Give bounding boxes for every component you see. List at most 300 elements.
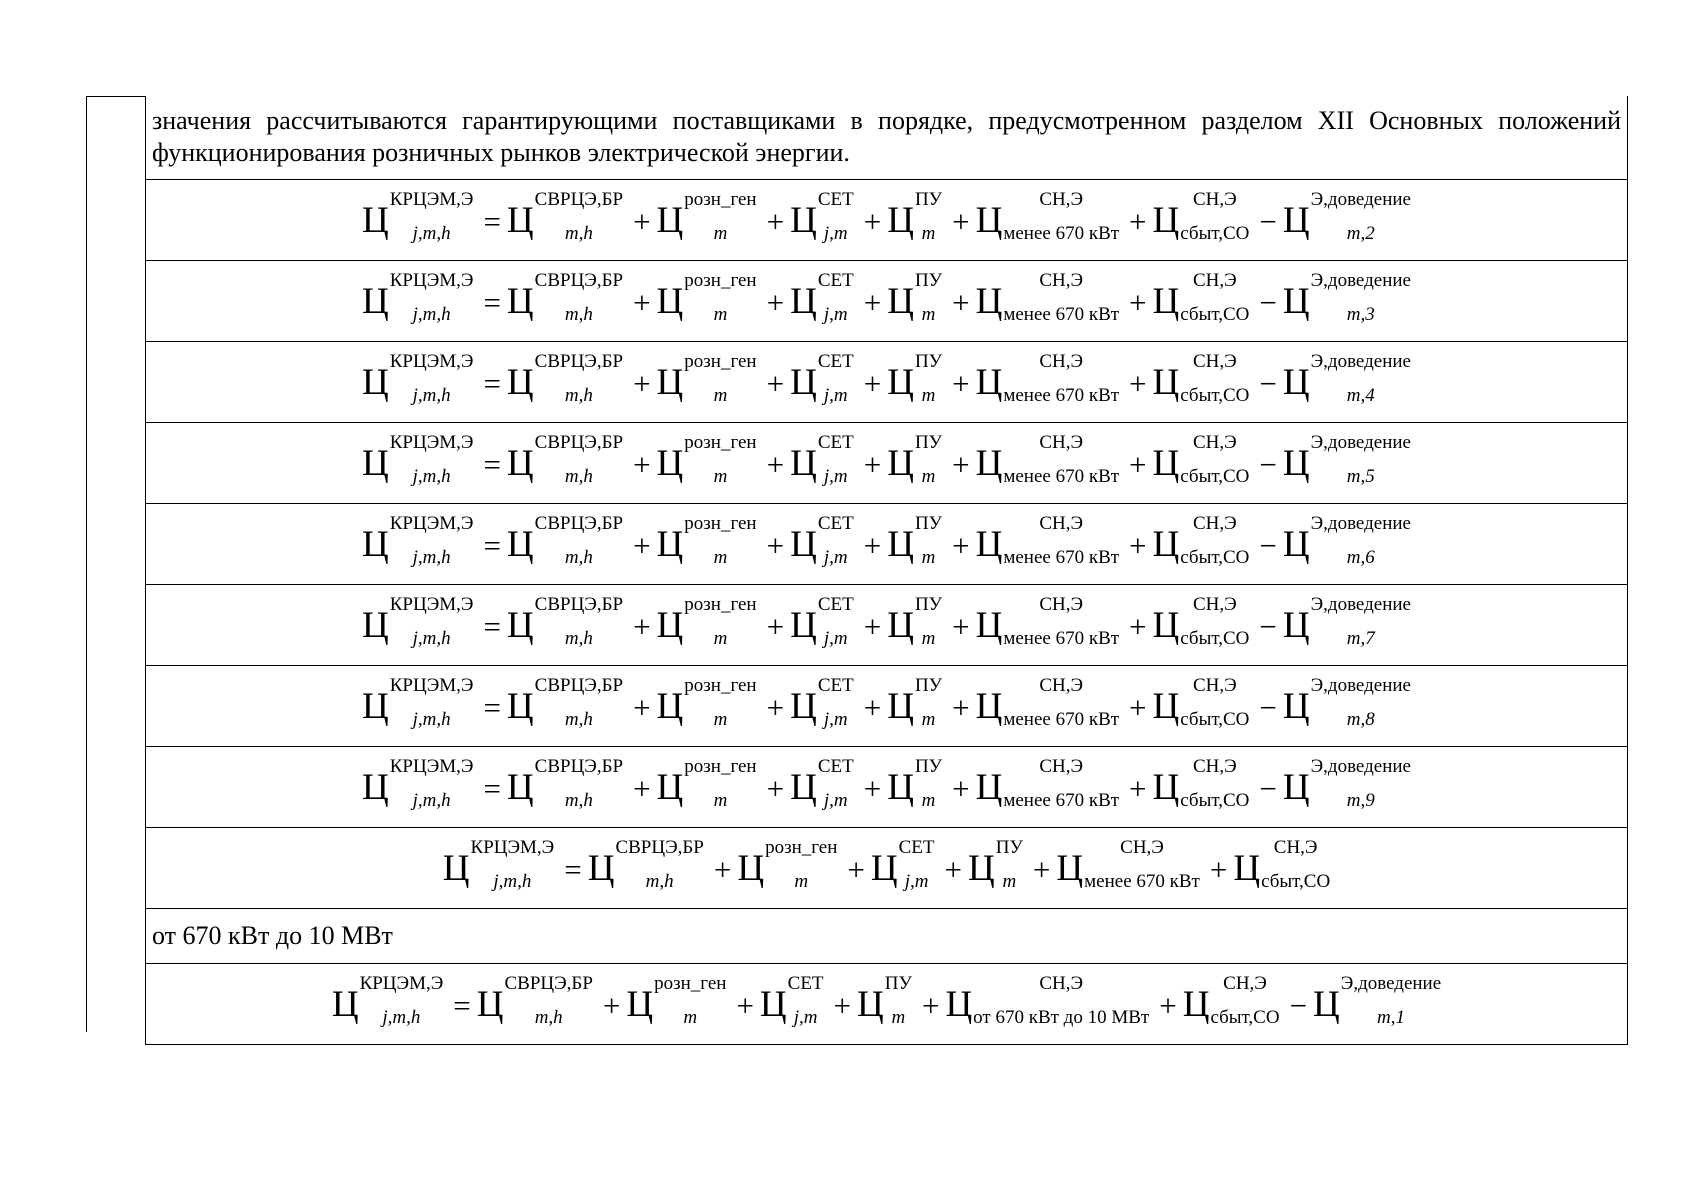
term-svrce — [506, 432, 624, 487]
subscript: m — [713, 628, 728, 649]
term-svrce — [506, 351, 624, 406]
price-symbol: Ц — [790, 280, 817, 322]
subscript: j,m — [823, 547, 848, 568]
subscript: j,m,h — [493, 871, 532, 892]
subscript: m — [921, 385, 936, 406]
superscript: СЕТ — [817, 594, 854, 615]
term-rozn-gen — [656, 270, 757, 325]
price-symbol: Ц — [1282, 766, 1310, 808]
price-symbol: Ц — [506, 361, 534, 403]
formula-cell — [146, 504, 1628, 585]
superscript: СН,Э — [1273, 837, 1318, 858]
price-symbol: Ц — [362, 685, 389, 727]
table-row — [146, 585, 1628, 666]
price-formula — [331, 973, 1442, 1028]
subscript: m,4 — [1346, 385, 1375, 406]
price-formula — [362, 189, 1411, 244]
operator: = — [453, 987, 471, 1023]
operator: − — [1259, 203, 1277, 239]
term-sn-sbyt — [1233, 837, 1331, 892]
operator: + — [833, 987, 852, 1023]
superscript: КРЦЭМ,Э — [359, 973, 444, 994]
superscript: СН,Э — [1192, 270, 1237, 291]
subscript: менее 670 кВт — [1003, 547, 1120, 568]
term-pu — [887, 756, 943, 811]
price-symbol: Ц — [506, 523, 534, 565]
price-symbol: Ц — [887, 442, 914, 484]
term-sn-sbyt — [1182, 973, 1280, 1028]
price-symbol: Ц — [656, 685, 684, 727]
price-symbol: Ц — [968, 847, 995, 889]
superscript: СН,Э — [1039, 973, 1084, 994]
superscript: СВРЦЭ,БР — [615, 837, 704, 858]
subscript: j,m — [823, 709, 848, 730]
price-symbol: Ц — [887, 604, 914, 646]
subscript: j,m — [823, 790, 848, 811]
operator: = — [564, 851, 582, 887]
term-rozn-gen — [656, 675, 757, 730]
operator: = — [483, 365, 501, 401]
operator: + — [847, 851, 865, 887]
price-symbol: Ц — [1282, 199, 1310, 241]
superscript: Э,доведение — [1310, 432, 1411, 453]
operator: + — [713, 851, 732, 887]
price-symbol: Ц — [362, 766, 389, 808]
price-symbol: Ц — [857, 983, 884, 1025]
subscript: m — [921, 223, 936, 244]
superscript: Э,доведение — [1310, 756, 1411, 777]
term-set — [790, 756, 854, 811]
operator: = — [483, 527, 501, 563]
price-symbol: Ц — [887, 280, 914, 322]
superscript: КРЦЭМ,Э — [389, 189, 474, 210]
term-sn-sbyt — [1152, 351, 1250, 406]
superscript: СЕТ — [817, 513, 854, 534]
subscript: m,2 — [1346, 223, 1375, 244]
term-dovedenie — [1282, 432, 1411, 487]
price-symbol: Ц — [887, 199, 914, 241]
term-dovedenie — [1282, 675, 1411, 730]
term-rozn-gen — [656, 756, 757, 811]
price-symbol: Ц — [975, 442, 1003, 484]
superscript: СЕТ — [817, 351, 854, 372]
term-pu — [887, 189, 943, 244]
subscript: m,5 — [1346, 466, 1375, 487]
term-svrce — [587, 837, 704, 892]
operator: + — [952, 365, 970, 401]
superscript: СВРЦЭ,БР — [534, 270, 624, 291]
subscript: m,h — [564, 628, 593, 649]
superscript: Э,доведение — [1310, 594, 1411, 615]
subscript: j,m — [823, 628, 848, 649]
subscript: m,9 — [1346, 790, 1375, 811]
price-symbol: Ц — [790, 442, 817, 484]
superscript: розн_ген — [765, 837, 838, 858]
price-symbol: Ц — [331, 983, 359, 1025]
superscript: СН,Э — [1039, 189, 1084, 210]
subscript: сбыт,СО — [1180, 304, 1250, 325]
price-symbol: Ц — [790, 685, 817, 727]
superscript: СВРЦЭ,БР — [534, 756, 624, 777]
superscript: Э,доведение — [1340, 973, 1442, 994]
term-rozn-gen — [656, 351, 757, 406]
superscript: розн_ген — [684, 270, 757, 291]
superscript: ПУ — [914, 594, 943, 615]
price-symbol: Ц — [887, 361, 914, 403]
operator: + — [1032, 851, 1051, 887]
superscript: СЕТ — [898, 837, 935, 858]
price-formula — [362, 270, 1411, 325]
subscript: менее 670 кВт — [1003, 223, 1120, 244]
term-dovedenie — [1313, 973, 1442, 1028]
subscript: j,m,h — [412, 790, 451, 811]
term-dovedenie — [1282, 594, 1411, 649]
price-symbol: Ц — [442, 847, 470, 889]
term-sn-capacity — [975, 594, 1120, 649]
subscript: j,m — [823, 223, 848, 244]
subscript: m,h — [564, 709, 593, 730]
operator: + — [863, 446, 882, 482]
subscript: m,h — [564, 223, 593, 244]
term-svrce — [476, 973, 593, 1028]
subscript: j,m — [793, 1007, 818, 1028]
term-krcem — [362, 594, 474, 649]
term-sn-sbyt — [1152, 675, 1250, 730]
term-set — [790, 513, 854, 568]
price-symbol: Ц — [1182, 983, 1210, 1025]
superscript: СВРЦЭ,БР — [534, 594, 624, 615]
operator: + — [602, 987, 621, 1023]
superscript: СВРЦЭ,БР — [534, 189, 624, 210]
operator: + — [863, 527, 882, 563]
subscript: j,m — [823, 385, 848, 406]
term-pu — [887, 513, 943, 568]
subscript: менее 670 кВт — [1003, 628, 1120, 649]
operator: + — [736, 987, 754, 1023]
price-symbol: Ц — [626, 983, 654, 1025]
term-set — [759, 973, 824, 1028]
price-symbol: Ц — [362, 199, 389, 241]
operator: + — [952, 770, 970, 806]
price-symbol: Ц — [1233, 847, 1261, 889]
term-sn-sbyt — [1152, 513, 1250, 568]
term-svrce — [506, 756, 624, 811]
superscript: СН,Э — [1039, 513, 1084, 534]
term-rozn-gen — [626, 973, 727, 1028]
operator: + — [633, 770, 651, 806]
subscript: сбыт,СО — [1180, 466, 1250, 487]
operator: + — [952, 608, 970, 644]
subscript: m,h — [564, 466, 593, 487]
price-symbol: Ц — [656, 766, 684, 808]
price-symbol: Ц — [975, 685, 1003, 727]
term-dovedenie — [1282, 270, 1411, 325]
price-symbol: Ц — [945, 983, 973, 1025]
price-symbol: Ц — [737, 847, 765, 889]
superscript: Э,доведение — [1310, 189, 1411, 210]
subscript: m — [713, 790, 728, 811]
formula-cell — [146, 423, 1628, 504]
operator: + — [633, 284, 651, 320]
operator: − — [1259, 689, 1277, 725]
superscript: розн_ген — [654, 973, 727, 994]
term-set — [790, 351, 854, 406]
term-sn-capacity — [975, 513, 1120, 568]
section-header: от 670 кВт до 10 МВт — [146, 909, 1628, 964]
price-formula — [442, 837, 1331, 892]
subscript: m,h — [564, 385, 593, 406]
superscript: СН,Э — [1192, 189, 1237, 210]
subscript: m — [1002, 871, 1017, 892]
operator: + — [633, 527, 651, 563]
superscript: розн_ген — [684, 675, 757, 696]
price-symbol: Ц — [362, 280, 389, 322]
superscript: СЕТ — [787, 973, 824, 994]
table-row — [146, 666, 1628, 747]
superscript: розн_ген — [684, 432, 757, 453]
superscript: ПУ — [914, 513, 943, 534]
term-dovedenie — [1282, 351, 1411, 406]
price-symbol: Ц — [870, 847, 898, 889]
superscript: Э,доведение — [1310, 270, 1411, 291]
term-pu — [887, 675, 943, 730]
operator: + — [1209, 851, 1228, 887]
formula-table — [145, 96, 1628, 1045]
subscript: m — [713, 466, 728, 487]
term-set — [790, 270, 854, 325]
subscript: m — [713, 304, 728, 325]
term-krcem — [362, 189, 474, 244]
superscript: СН,Э — [1192, 756, 1237, 777]
formula-cell — [146, 585, 1628, 666]
superscript: КРЦЭМ,Э — [389, 756, 474, 777]
term-krcem — [362, 351, 474, 406]
price-symbol: Ц — [1282, 604, 1310, 646]
operator: + — [952, 284, 970, 320]
subscript: j,m,h — [412, 466, 451, 487]
operator: + — [863, 365, 882, 401]
operator: + — [633, 203, 651, 239]
superscript: СЕТ — [817, 432, 854, 453]
price-symbol: Ц — [362, 523, 389, 565]
superscript: СЕТ — [817, 675, 854, 696]
operator: = — [483, 203, 501, 239]
subscript: j,m,h — [412, 547, 451, 568]
subscript: m — [921, 790, 936, 811]
table-row — [146, 423, 1628, 504]
operator: − — [1259, 284, 1277, 320]
price-symbol: Ц — [1282, 361, 1310, 403]
subscript: сбыт,СО — [1180, 790, 1250, 811]
superscript: ПУ — [914, 270, 943, 291]
price-symbol: Ц — [975, 766, 1003, 808]
superscript: ПУ — [914, 189, 943, 210]
operator: + — [766, 770, 785, 806]
term-rozn-gen — [656, 432, 757, 487]
operator: + — [952, 203, 970, 239]
operator: + — [633, 689, 651, 725]
formula-cell — [146, 666, 1628, 747]
price-symbol: Ц — [790, 604, 817, 646]
operator: + — [1129, 365, 1147, 401]
price-symbol: Ц — [506, 766, 534, 808]
subscript: m — [891, 1007, 906, 1028]
term-set — [790, 594, 854, 649]
subscript: m — [921, 304, 936, 325]
term-sn-capacity — [975, 756, 1120, 811]
subscript: m — [921, 547, 936, 568]
term-svrce — [506, 513, 624, 568]
subscript: m — [683, 1007, 698, 1028]
subscript: m,h — [564, 304, 593, 325]
term-dovedenie — [1282, 756, 1411, 811]
subscript: от 670 кВт до 10 МВт — [973, 1007, 1150, 1028]
subscript: менее 670 кВт — [1003, 304, 1120, 325]
table-row — [146, 964, 1628, 1045]
price-symbol: Ц — [790, 361, 817, 403]
subscript: j,m,h — [412, 385, 451, 406]
subscript: j,m,h — [412, 628, 451, 649]
term-rozn-gen — [656, 189, 757, 244]
subscript: m — [921, 628, 936, 649]
term-pu — [968, 837, 1023, 892]
operator: + — [1129, 527, 1147, 563]
table-row — [146, 747, 1628, 828]
subscript: j,m,h — [382, 1007, 421, 1028]
price-symbol: Ц — [506, 685, 534, 727]
subscript: m,h — [534, 1007, 563, 1028]
subscript: m — [713, 547, 728, 568]
term-sn-sbyt — [1152, 594, 1250, 649]
operator: + — [944, 851, 962, 887]
term-pu — [887, 432, 943, 487]
superscript: СВРЦЭ,БР — [534, 351, 624, 372]
price-symbol: Ц — [506, 442, 534, 484]
superscript: ПУ — [914, 675, 943, 696]
subscript: m,h — [645, 871, 674, 892]
price-symbol: Ц — [975, 280, 1003, 322]
term-sn-capacity — [975, 351, 1120, 406]
term-set — [790, 189, 854, 244]
price-symbol: Ц — [1152, 361, 1180, 403]
subscript: m,7 — [1346, 628, 1375, 649]
term-sn-capacity — [975, 675, 1120, 730]
subscript: менее 670 кВт — [1003, 790, 1120, 811]
superscript: СН,Э — [1039, 270, 1084, 291]
price-formula — [362, 675, 1411, 730]
subscript: m — [921, 709, 936, 730]
price-symbol: Ц — [1056, 847, 1084, 889]
formula-cell — [146, 342, 1628, 423]
superscript: СН,Э — [1192, 513, 1237, 534]
term-svrce — [506, 594, 624, 649]
operator: + — [952, 527, 970, 563]
operator: + — [1159, 987, 1177, 1023]
superscript: СН,Э — [1120, 837, 1164, 858]
subscript: m,h — [564, 547, 593, 568]
operator: + — [921, 987, 940, 1023]
term-pu — [887, 594, 943, 649]
operator: + — [863, 770, 882, 806]
superscript: Э,доведение — [1310, 675, 1411, 696]
term-pu — [857, 973, 912, 1028]
operator: + — [633, 446, 651, 482]
price-symbol: Ц — [1282, 685, 1310, 727]
superscript: ПУ — [884, 973, 912, 994]
operator: + — [863, 203, 882, 239]
operator: + — [1129, 689, 1147, 725]
operator: + — [1129, 284, 1147, 320]
term-krcem — [362, 513, 474, 568]
price-symbol: Ц — [656, 604, 684, 646]
subscript: j,m,h — [412, 709, 451, 730]
subscript: сбыт,СО — [1180, 628, 1250, 649]
operator: + — [1129, 770, 1147, 806]
subscript: сбыт,СО — [1180, 709, 1250, 730]
superscript: СН,Э — [1039, 756, 1084, 777]
formula-cell — [146, 180, 1628, 261]
price-symbol: Ц — [1152, 604, 1180, 646]
subscript: сбыт,СО — [1261, 871, 1331, 892]
term-sn-capacity — [975, 432, 1120, 487]
term-rozn-gen — [656, 513, 757, 568]
term-rozn-gen — [656, 594, 757, 649]
price-symbol: Ц — [1152, 523, 1180, 565]
subscript: j,m,h — [412, 304, 451, 325]
price-formula — [362, 351, 1411, 406]
price-symbol: Ц — [975, 523, 1003, 565]
operator: + — [766, 527, 785, 563]
price-formula — [362, 513, 1411, 568]
table-row — [146, 180, 1628, 261]
superscript: розн_ген — [684, 189, 757, 210]
price-formula — [362, 594, 1411, 649]
price-symbol: Ц — [887, 685, 914, 727]
superscript: СВРЦЭ,БР — [504, 973, 593, 994]
term-sn-sbyt — [1152, 756, 1250, 811]
term-set — [870, 837, 935, 892]
superscript: СН,Э — [1223, 973, 1267, 994]
term-dovedenie — [1282, 189, 1411, 244]
subscript: сбыт,СО — [1180, 547, 1250, 568]
price-symbol: Ц — [1313, 983, 1340, 1025]
price-symbol: Ц — [975, 199, 1003, 241]
operator: − — [1259, 527, 1277, 563]
left-index-column — [86, 96, 145, 1032]
price-symbol: Ц — [362, 442, 389, 484]
term-set — [790, 675, 854, 730]
subscript: менее 670 кВт — [1003, 466, 1120, 487]
subscript: менее 670 кВт — [1084, 871, 1200, 892]
term-sn-capacity — [975, 270, 1120, 325]
superscript: СН,Э — [1192, 594, 1237, 615]
operator: = — [483, 770, 501, 806]
operator: = — [483, 608, 501, 644]
operator: + — [952, 689, 970, 725]
superscript: КРЦЭМ,Э — [389, 432, 474, 453]
superscript: СН,Э — [1039, 432, 1084, 453]
operator: + — [1129, 608, 1147, 644]
price-symbol: Ц — [656, 361, 684, 403]
superscript: розн_ген — [684, 351, 757, 372]
superscript: КРЦЭМ,Э — [389, 270, 474, 291]
subscript: j,m — [823, 466, 848, 487]
term-krcem — [362, 756, 474, 811]
term-sn-sbyt — [1152, 432, 1250, 487]
price-symbol: Ц — [476, 983, 504, 1025]
intro-paragraph: значения рассчитываются гарантирующими поставщиками в порядке, предусмотренном разделом XII Основных положений функционирования розничных рынков электрической энергии. — [146, 96, 1628, 180]
operator: + — [952, 446, 970, 482]
